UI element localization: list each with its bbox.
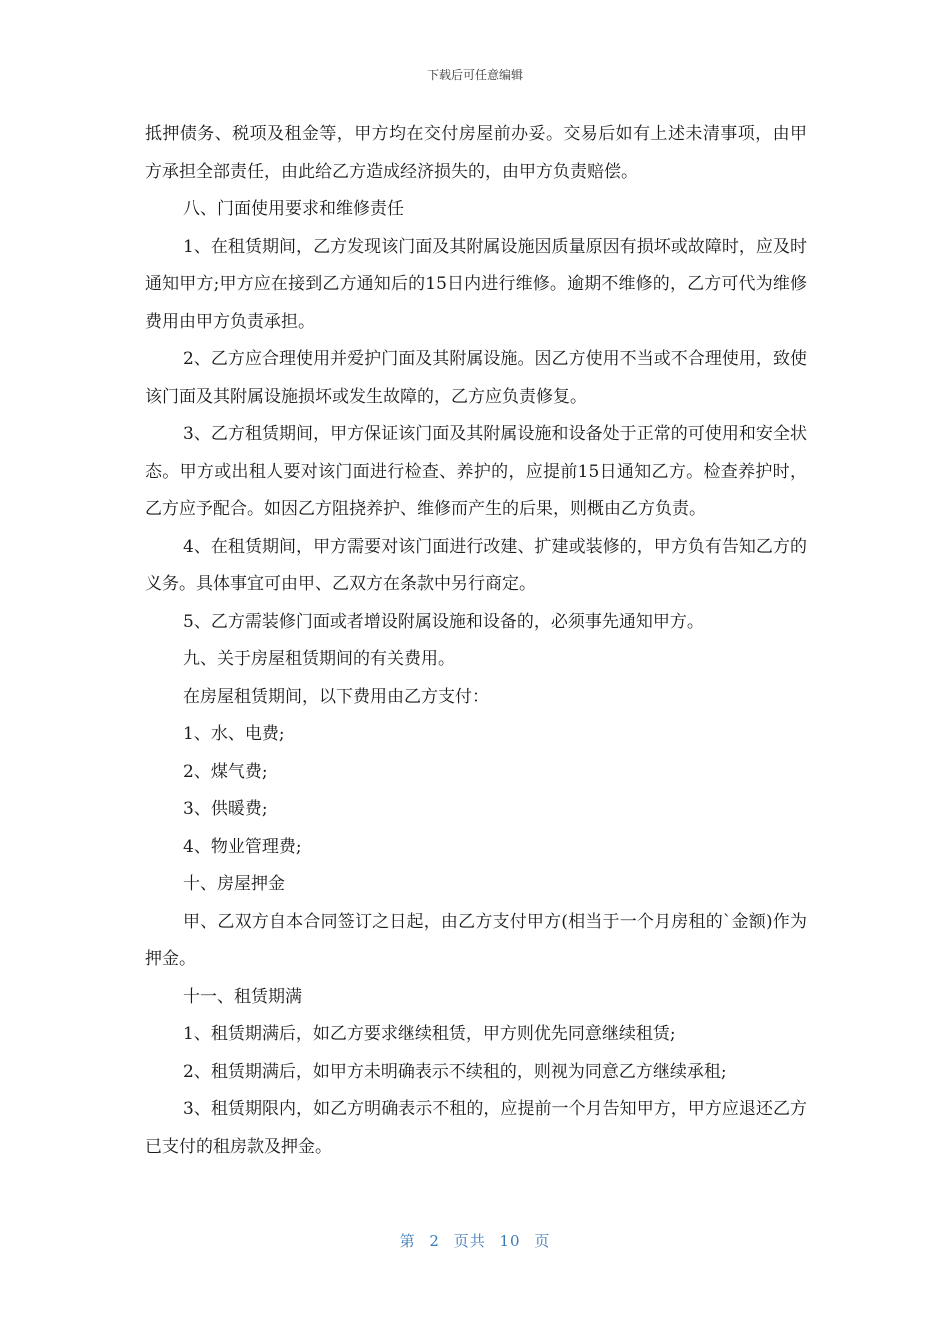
list-item: 1、租赁期满后，如乙方要求继续租赁，甲方则优先同意继续租赁; [183,1024,676,1044]
list-item: 3、租赁期限内，如乙方明确表示不租的，应提前一个月告知甲方，甲方应退还乙方已支付的租房款及押金。 [145,1099,807,1157]
paragraph: 抵押债务、税项及租金等，甲方均在交付房屋前办妥。交易后如有上述未清事项，由甲方承担全部责任，由此给乙方造成经济损失的，由甲方负责赔偿。 [145,124,807,182]
page-header: 下载后可任意编辑 [426,68,523,82]
section-heading: 九、关于房屋租赁期间的有关费用。 [183,649,455,669]
paragraph: 在房屋租赁期间，以下费用由乙方支付： [183,686,489,707]
list-item: 2、租赁期满后，如甲方未明确表示不续租的，则视为同意乙方继续承租; [183,1061,727,1082]
page-footer [0,1230,950,1251]
footer-total-pages: 10 [499,1232,521,1250]
paragraph: 甲、乙双方自本合同签订之日起，由乙方支付甲方(相当于一个月房租的`金额)作为押金。 [145,911,807,969]
paragraph: 5、乙方需装修门面或者增设附属设施和设备的，必须事先通知甲方。 [183,611,704,632]
list-item: 4、物业管理费; [183,836,302,857]
list-item: 2、煤气费; [183,761,268,782]
paragraph: 1、在租赁期间，乙方发现该门面及其附属设施因质量原因有损坏或故障时，应及时通知甲方;甲方应在接到乙方通知后的15日内进行维修。逾期不维修的，乙方可代为维修费用由甲方负责承担。 [145,236,807,332]
paragraph: 2、乙方应合理使用并爱护门面及其附属设施。因乙方使用不当或不合理使用，致使该门面及其附属设施损坏或发生故障的，乙方应负责修复。 [145,349,807,407]
footer-page-word: 第 [399,1232,416,1250]
list-item: 3、供暖费; [183,799,268,819]
footer-current-page: 2 [429,1232,440,1250]
list-item: 1、水、电费; [183,724,285,744]
footer-page-total-word: 页共 [453,1232,486,1250]
paragraph: 4、在租赁期间，甲方需要对该门面进行改建、扩建或装修的，甲方负有告知乙方的义务。具体事宜可由甲、乙双方在条款中另行商定。 [145,536,807,594]
section-heading: 八、门面使用要求和维修责任 [183,199,404,219]
footer-page-end-word: 页 [534,1232,551,1250]
section-heading: 十、房屋押金 [183,874,285,894]
paragraph: 3、乙方租赁期间，甲方保证该门面及其附属设施和设备处于正常的可使用和安全状态。甲方或出租人要对该门面进行检查、养护的，应提前15日通知乙方。检查养护时，乙方应予配合。如因乙方阻挠养护、维修而产生的后果，则概由乙方负责。 [145,424,807,519]
document-body [145,116,807,1166]
section-heading: 十一、租赁期满 [183,986,302,1007]
